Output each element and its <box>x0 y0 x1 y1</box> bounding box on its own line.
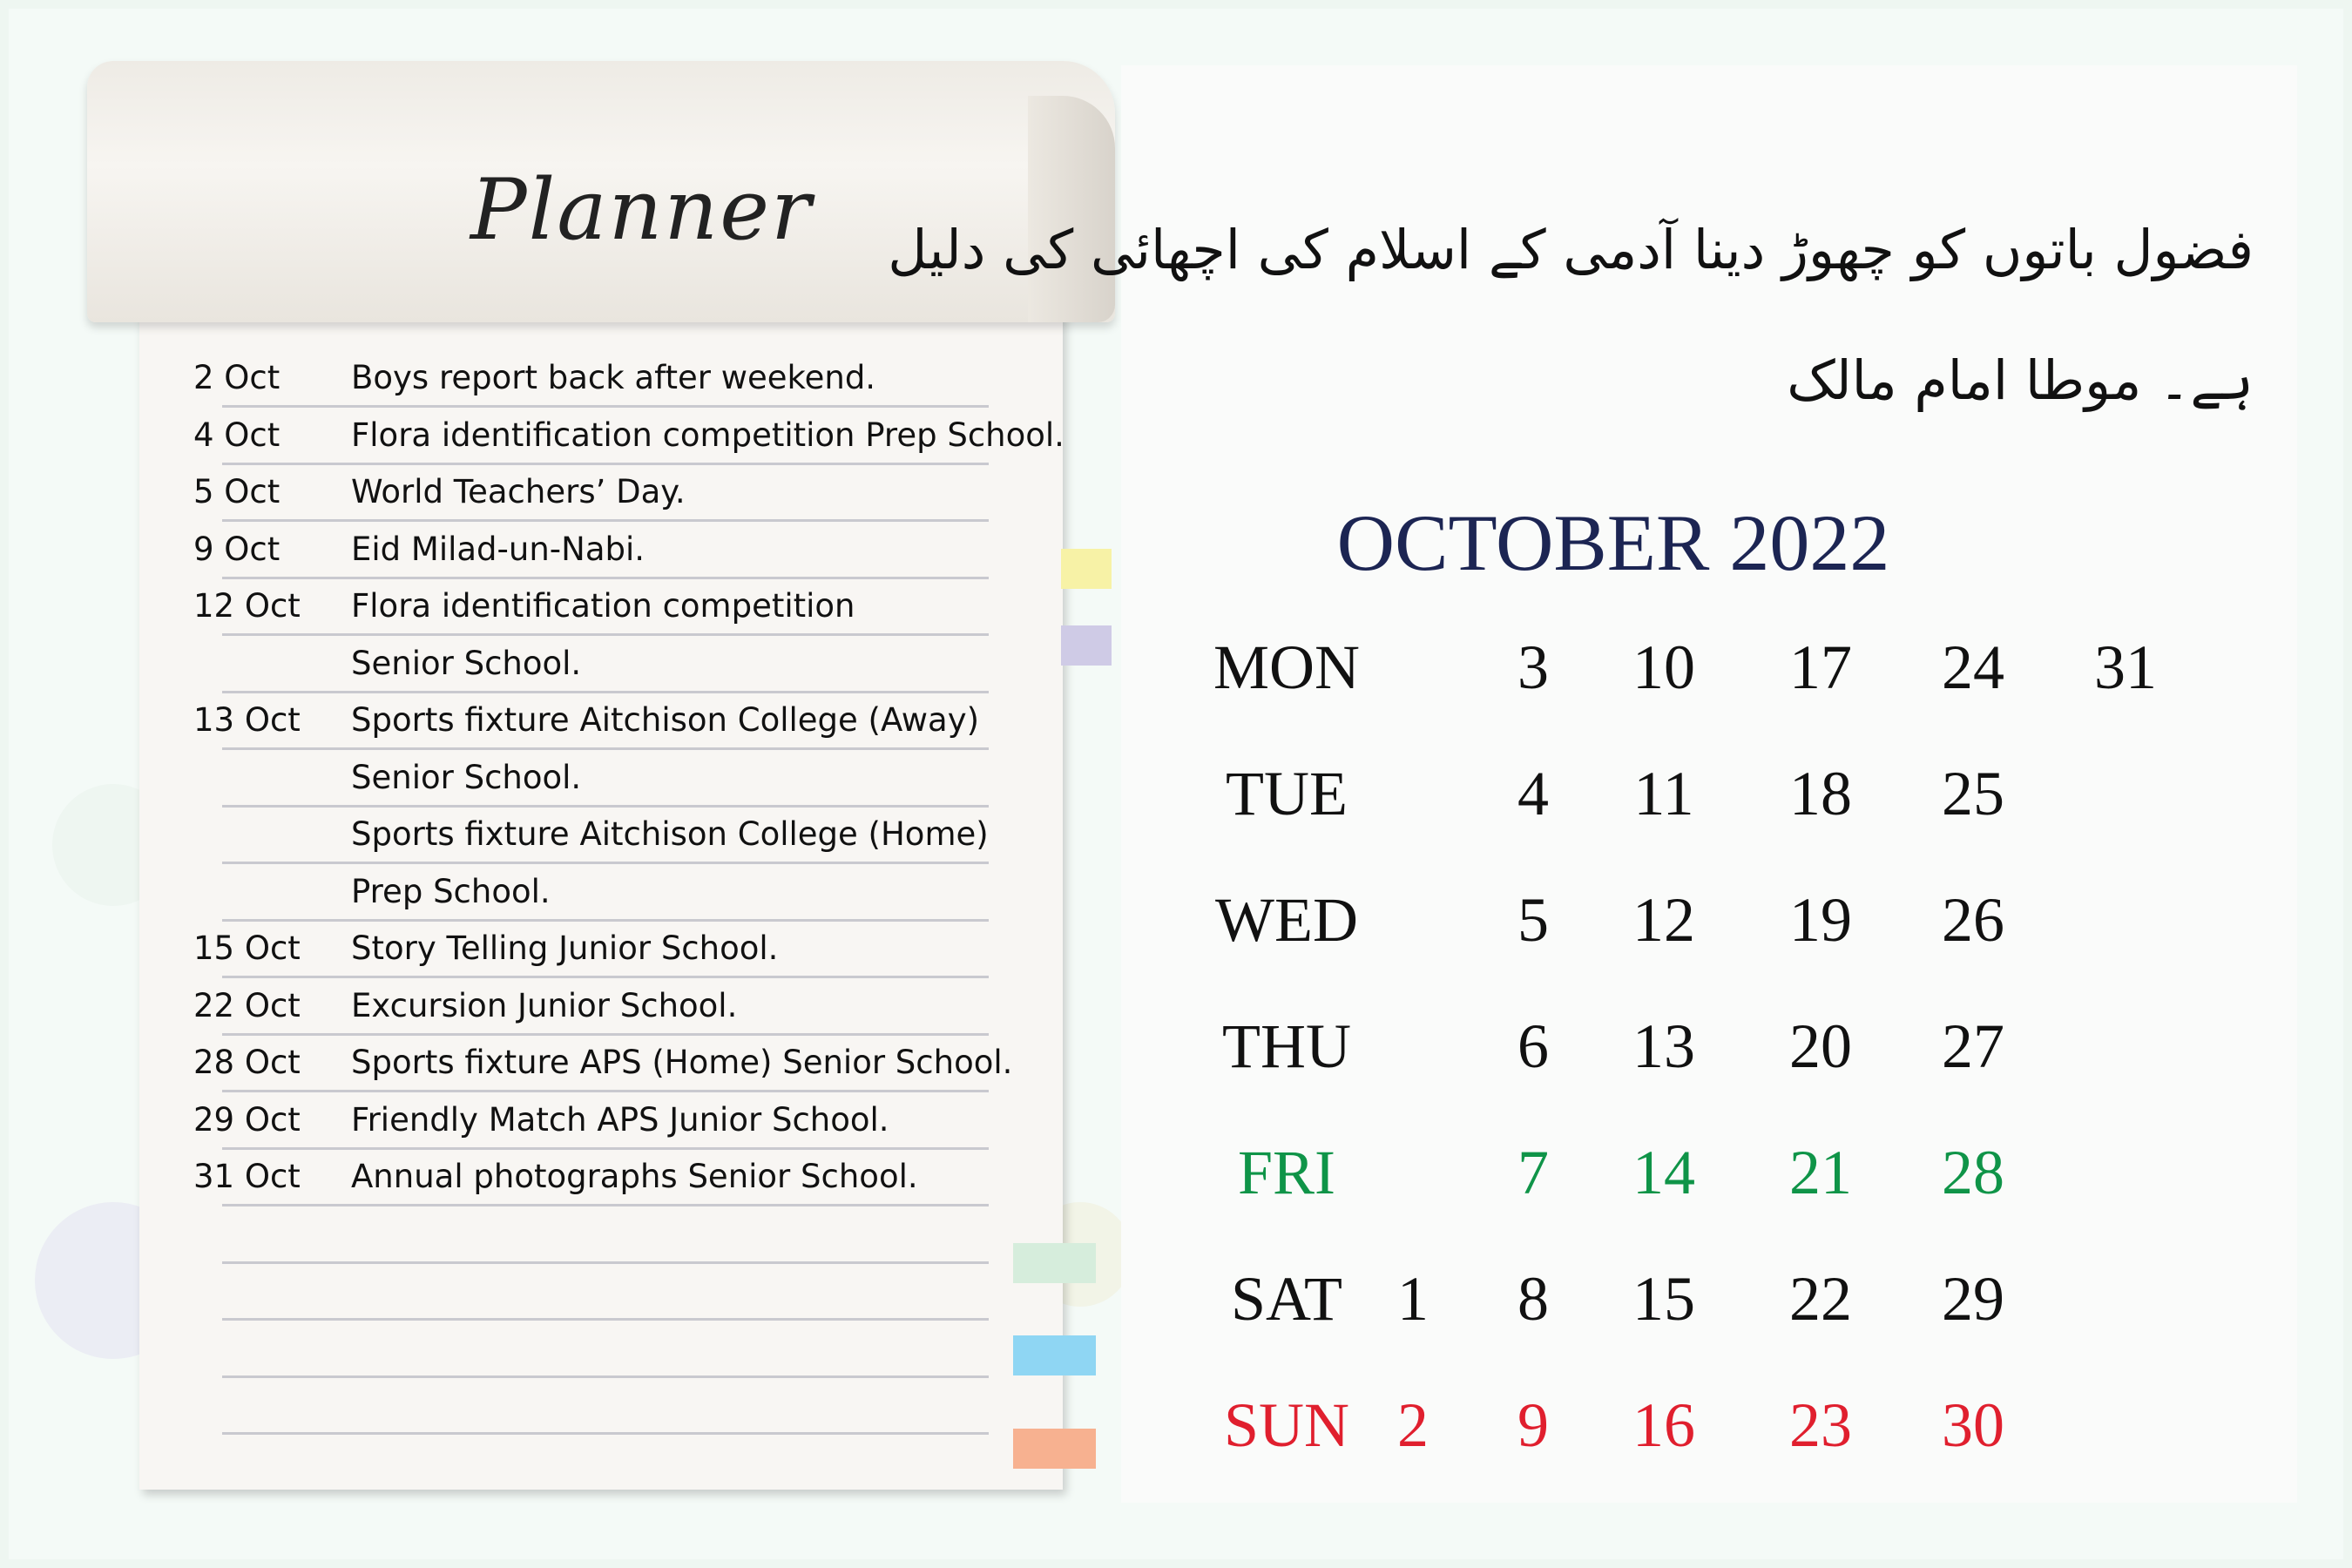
planner-event-date: 12 Oct <box>193 587 301 625</box>
planner-event-date: 5 Oct <box>193 473 280 510</box>
calendar-date: 17 <box>1789 632 1852 702</box>
calendar-date: 26 <box>1942 885 2004 955</box>
planner-event-text: Sports fixture APS (Home) Senior School. <box>351 1044 1013 1081</box>
planner-event-text: Senior School. <box>351 758 582 796</box>
planner-color-tab <box>1013 1429 1096 1469</box>
planner-event-date: 31 Oct <box>193 1158 301 1195</box>
planner-rule-line <box>222 405 989 408</box>
planner-event-text: Sports fixture Aitchison College (Home) <box>351 815 989 853</box>
calendar-date: 16 <box>1632 1390 1695 1460</box>
planner-event-text: Annual photographs Senior School. <box>351 1158 918 1195</box>
calendar-date: 18 <box>1789 759 1852 828</box>
planner-event-date: 22 Oct <box>193 986 301 1024</box>
planner-event-text: Eid Milad-un-Nabi. <box>351 530 645 568</box>
calendar-date: 5 <box>1517 885 1549 955</box>
calendar-date: 9 <box>1517 1390 1549 1460</box>
calendar-date: 7 <box>1517 1138 1549 1207</box>
urdu-quote-line-2: ہے۔ موطا امام مالک <box>1787 348 2254 412</box>
weekday-label-sat: SAT <box>1230 1264 1343 1334</box>
planner-rule-line <box>222 976 989 978</box>
calendar-date: 30 <box>1942 1390 2004 1460</box>
planner-event-date: 13 Oct <box>193 701 301 739</box>
calendar-date: 8 <box>1517 1264 1549 1334</box>
planner-color-tab <box>1013 1243 1096 1283</box>
calendar-date: 19 <box>1789 885 1852 955</box>
calendar-date: 14 <box>1632 1138 1695 1207</box>
weekday-label-fri: FRI <box>1237 1138 1336 1207</box>
calendar-date: 4 <box>1517 759 1549 828</box>
calendar-date: 31 <box>2094 632 2157 702</box>
planner-event-text: Boys report back after weekend. <box>351 359 876 396</box>
planner-rule-line <box>222 1090 989 1092</box>
weekday-label-thu: THU <box>1222 1011 1351 1081</box>
planner-rule-line <box>222 1375 989 1378</box>
planner-rule-line <box>222 519 989 522</box>
planner-rule-line <box>222 633 989 636</box>
planner-event-date: 9 Oct <box>193 530 280 568</box>
planner-event-text: Senior School. <box>351 644 582 682</box>
calendar-date: 1 <box>1397 1264 1429 1334</box>
calendar-title: OCTOBER 2022 <box>1336 498 1890 587</box>
urdu-quote-line-1: فضول باتوں کو چھوڑ دینا آدمی کے اسلام کی اچھائی کی دلیل <box>888 218 2254 281</box>
planner-event-text: Friendly Match APS Junior School. <box>351 1100 889 1139</box>
calendar-date: 29 <box>1942 1264 2004 1334</box>
calendar-date: 20 <box>1789 1011 1852 1081</box>
calendar-date: 6 <box>1517 1011 1549 1081</box>
planner-rule-line <box>222 691 989 693</box>
planner-event-text: Story Telling Junior School. <box>351 929 779 967</box>
calendar-date: 21 <box>1789 1138 1852 1207</box>
planner-rule-line <box>222 862 989 864</box>
planner-color-tab <box>1013 1335 1096 1375</box>
calendar-date: 12 <box>1632 885 1695 955</box>
planner-event-date: 4 Oct <box>193 416 280 454</box>
planner-rule-line <box>222 805 989 808</box>
weekday-label-wed: WED <box>1215 885 1358 955</box>
calendar-date: 13 <box>1632 1011 1695 1081</box>
planner-rule-line <box>222 1147 989 1150</box>
planner-rule-line <box>222 1204 989 1206</box>
planner-event-text: Excursion Junior School. <box>351 986 738 1024</box>
planner-rule-line <box>222 463 989 465</box>
calendar-date: 27 <box>1942 1011 2004 1081</box>
planner-rule-line <box>222 1033 989 1036</box>
planner-event-date: 2 Oct <box>193 359 280 396</box>
planner-color-tab <box>1061 625 1112 666</box>
calendar-date: 25 <box>1942 759 2004 828</box>
calendar-date: 22 <box>1789 1264 1852 1334</box>
weekday-label-tue: TUE <box>1226 759 1348 828</box>
planner-cover-curl <box>1028 96 1115 322</box>
calendar-date: 28 <box>1942 1138 2004 1207</box>
planner-title: Planner <box>470 161 813 259</box>
planner-event-date: 28 Oct <box>193 1044 301 1081</box>
calendar-date: 24 <box>1942 632 2004 702</box>
planner-event-text: Prep School. <box>351 872 551 910</box>
weekday-label-sun: SUN <box>1223 1390 1350 1460</box>
planner-event-text: Sports fixture Aitchison College (Away) <box>351 701 980 739</box>
planner-event-text: World Teachers’ Day. <box>351 473 686 510</box>
calendar-date: 15 <box>1632 1264 1695 1334</box>
planner-rule-line <box>222 747 989 750</box>
calendar-date: 10 <box>1632 632 1695 702</box>
planner-rule-line <box>222 1261 989 1264</box>
planner-event-date: 29 Oct <box>193 1100 301 1139</box>
planner-rule-line <box>222 1432 989 1435</box>
planner-rule-line <box>222 1318 989 1321</box>
planner-event-date: 15 Oct <box>193 929 301 967</box>
weekday-label-mon: MON <box>1213 632 1360 702</box>
calendar-date: 3 <box>1517 632 1549 702</box>
planner-event-text: Flora identification competition <box>351 587 855 625</box>
planner-event-text: Flora identification competition Prep School. <box>351 416 1064 454</box>
calendar-date: 11 <box>1633 759 1694 828</box>
planner-rule-line <box>222 577 989 579</box>
calendar-date: 2 <box>1397 1390 1429 1460</box>
calendar-date: 23 <box>1789 1390 1852 1460</box>
planner-rule-line <box>222 919 989 922</box>
